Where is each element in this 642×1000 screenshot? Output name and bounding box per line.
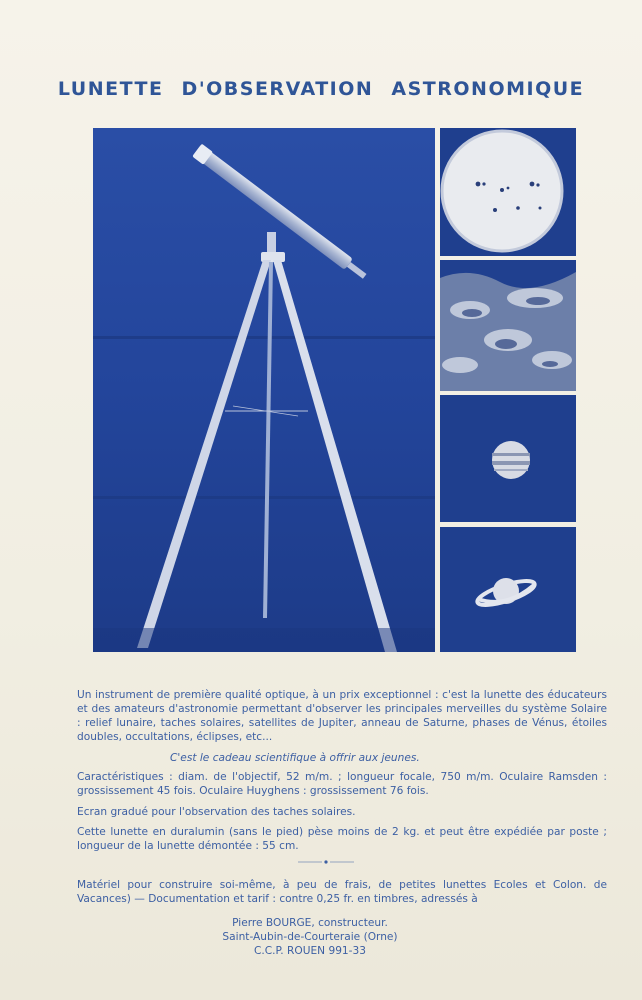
address: Saint-Aubin-de-Courteraie (Orne): [222, 931, 398, 943]
material-paragraph: Matériel pour construire soi-même, à peu de frais, de petites lunettes Ecoles et Colon. de Vacances) — Documentation et tarif : contre 0,25 fr. en timbres, adressés à: [77, 879, 607, 905]
lunar-surface-image: [440, 260, 576, 391]
saturn-photo: [440, 527, 576, 652]
jupiter-image: [440, 395, 576, 522]
sun-photo: [440, 128, 576, 256]
specifications-paragraph: Caractéristiques : diam. de l'objectif, 52 m/m. ; longueur focale, 750 m/m. Oculaire Ramsden : grossissement 45 fois. Oculaire Huyghens : grossissement 76 fois.: [77, 771, 607, 797]
constructor-name: Pierre BOURGE, constructeur.: [232, 917, 388, 929]
weight-paragraph: Cette lunette en duralumin (sans le pied) pèse moins de 2 kg. et peut être expédiée par poste ; longueur de la lunette démontée : 55 cm.: [77, 826, 607, 852]
gift-line: C'est le cadeau scientifique à offrir aux jeunes.: [170, 752, 420, 764]
sun-with-sunspots-image: [440, 128, 576, 256]
page-title: LUNETTE D'OBSERVATION ASTRONOMIQUE: [57, 78, 585, 100]
lunar-surface-photo: [440, 260, 576, 391]
separator-ornament: [298, 858, 354, 866]
postal-account: C.C.P. ROUEN 991-33: [254, 945, 366, 957]
telescope-on-tripod-image: [93, 128, 435, 652]
telescope-photo: [93, 128, 435, 652]
saturn-image: [440, 527, 576, 652]
jupiter-photo: [440, 395, 576, 522]
screen-note: Ecran gradué pour l'observation des taches solaires.: [77, 806, 356, 818]
intro-paragraph: Un instrument de première qualité optique, à un prix exceptionnel : c'est la lunette des éducateurs et des amateurs d'astronomie permettant d'observer les principales merveilles du système Solaire : relief lunaire, taches solaires, satellites de Jupiter, anneau de Saturne, phases de Vénus, étoiles doubles, occultations, éclipses, etc...: [77, 689, 607, 743]
contact-block: [195, 916, 425, 958]
